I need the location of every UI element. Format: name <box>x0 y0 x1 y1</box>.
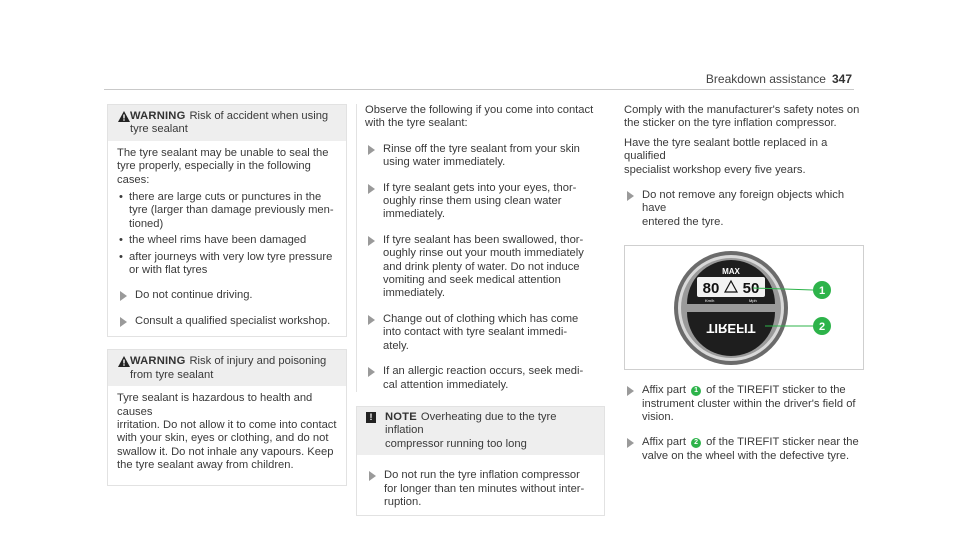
step-arrow-icon <box>120 317 127 327</box>
note-panel-overheating <box>356 406 605 516</box>
warning-label: WARNING <box>130 110 186 122</box>
list-line: tioned) <box>129 217 164 230</box>
list-line: or with flat tyres <box>129 264 208 277</box>
unit-kmh: Km/h <box>705 298 715 304</box>
warning-header <box>108 350 346 386</box>
list-line: there are large cuts or punctures in the <box>129 191 322 204</box>
instruction-step <box>366 469 596 509</box>
safety-notes-paragraph <box>624 104 864 131</box>
step-line: immediately. <box>383 287 445 300</box>
body-line: swallow it. Do not inhale any vapours. Keep <box>117 445 334 458</box>
max-label: MAX <box>722 267 740 277</box>
list-line: tyre (larger than damage previously men- <box>129 204 334 217</box>
step-line: into contact with tyre sealant immedi- <box>383 326 568 339</box>
step-line: If tyre sealant has been swallowed, thor- <box>383 233 584 246</box>
warning-title-line1: Risk of injury and poisoning <box>189 355 327 368</box>
step-line: valve on the wheel with the defective tyre. <box>642 449 850 462</box>
body-line: Tyre sealant is hazardous to health and causes <box>117 392 313 418</box>
part-number-badge: 2 <box>691 438 701 448</box>
list-item <box>117 234 338 247</box>
instruction-step <box>117 315 338 328</box>
step-arrow-icon <box>369 471 376 481</box>
tirefit-sticker-figure <box>624 245 864 370</box>
column-2 <box>365 104 605 516</box>
note-title-line1: Overheating due to the tyre inflation <box>385 410 557 437</box>
step-text: of the TIREFIT sticker to the <box>706 384 846 397</box>
header-text <box>706 72 852 86</box>
replacement-paragraph <box>624 137 864 177</box>
step-line: using water immediately. <box>383 156 506 169</box>
step-line: Do not run the tyre inflation compressor <box>384 469 580 482</box>
warning-body <box>108 386 346 484</box>
step-line: Rinse off the tyre sealant from your skin <box>383 142 580 155</box>
case-list <box>117 191 338 277</box>
step-text: of the TIREFIT sticker near the <box>706 436 859 449</box>
instruction-step <box>624 436 864 463</box>
warning-body <box>108 141 346 336</box>
step-line: If tyre sealant gets into your eyes, thor- <box>383 181 577 194</box>
instruction-step <box>365 234 605 301</box>
step-line: instrument cluster within the driver's field of <box>642 397 856 410</box>
warning-triangle-icon <box>118 111 130 122</box>
list-line: after journeys with very low tyre pressure <box>129 250 333 263</box>
step-arrow-icon <box>627 386 634 396</box>
section-title: Breakdown assistance <box>705 72 826 86</box>
tirefit-brand-mirrored: TIREFIT <box>706 321 756 337</box>
step-line: entered the tyre. <box>642 215 724 228</box>
step-line: oughly rinse out your mouth immediately <box>383 247 584 260</box>
step-text: Do not continue driving. <box>135 289 253 302</box>
step-line: ruption. <box>384 495 422 508</box>
step-line: ately. <box>383 339 409 352</box>
note-title-line2: compressor running too long <box>385 437 527 450</box>
list-item <box>117 251 338 278</box>
instruction-step <box>117 289 338 302</box>
instruction-step <box>365 143 605 170</box>
intro-line: Observe the following if you come into contact <box>365 104 594 116</box>
step-line: for longer than ten minutes without inter- <box>384 482 585 495</box>
note-body <box>357 455 604 515</box>
body-line: The tyre sealant may be unable to seal the <box>117 146 329 159</box>
tirefit-sticker-illustration <box>625 246 863 369</box>
step-line: and drink plenty of water. Do not induce <box>383 260 580 273</box>
step-line: vision. <box>642 411 674 424</box>
step-arrow-icon <box>120 291 127 301</box>
speed-kmh: 80 <box>702 280 720 298</box>
sticker-divider <box>685 304 777 312</box>
warning-title-line2: from tyre sealant <box>130 368 214 381</box>
intro-line: with the tyre sealant: <box>365 117 468 130</box>
step-text: Affix part <box>642 436 686 449</box>
warning-text <box>117 392 338 472</box>
page-number: 347 <box>831 72 852 86</box>
warning-title-line1: Risk of accident when using <box>189 110 329 122</box>
callout-number-1: 1 <box>818 285 826 298</box>
instruction-step <box>365 313 605 353</box>
instruction-step <box>624 189 864 229</box>
warning-title-line2: tyre sealant <box>130 123 188 136</box>
step-line: cal attention immediately. <box>383 378 509 391</box>
note-label: NOTE <box>385 410 417 423</box>
step-line: oughly rinse them using clean water <box>383 195 562 208</box>
body-line: irritation. Do not allow it to come into contact <box>117 418 337 431</box>
header-rule <box>104 89 854 90</box>
step-text: Consult a qualified specialist workshop. <box>135 314 331 327</box>
part-number-badge: 1 <box>691 386 701 396</box>
body-line: the tyre sealant away from children. <box>117 459 294 472</box>
warning-header <box>108 105 346 141</box>
unit-mph: Mph <box>749 298 757 304</box>
step-arrow-icon <box>368 145 375 155</box>
body-line: with your skin, eyes or clothing, and do not <box>117 432 329 445</box>
step-line: Change out of clothing which has come <box>383 312 579 325</box>
step-line: vomiting and seek medical attention <box>383 274 561 287</box>
instruction-step <box>365 365 605 392</box>
speed-mph: 50 <box>742 280 760 298</box>
column-1 <box>107 104 347 486</box>
callout-number-2: 2 <box>818 321 826 334</box>
step-arrow-icon <box>368 236 375 246</box>
exclamation-icon: ! <box>366 412 376 423</box>
para-line: specialist workshop every five years. <box>624 163 806 176</box>
step-arrow-icon <box>627 438 634 448</box>
contact-intro <box>365 104 605 131</box>
step-line: immediately. <box>383 208 445 221</box>
note-header <box>357 407 604 455</box>
list-item <box>117 191 338 231</box>
warning-label: WARNING <box>130 355 186 368</box>
list-line: the wheel rims have been damaged <box>129 234 307 247</box>
step-text: Affix part <box>642 384 686 397</box>
warning-triangle-icon <box>118 356 130 367</box>
step-arrow-icon <box>368 315 375 325</box>
step-line: Do not remove any foreign objects which have <box>642 189 845 215</box>
para-line: Have the tyre sealant bottle replaced in a qualified <box>624 136 828 163</box>
column-3 <box>624 104 864 463</box>
para-line: Comply with the manufacturer's safety notes on <box>624 104 860 116</box>
instruction-step <box>624 384 864 424</box>
step-arrow-icon <box>368 367 375 377</box>
para-line: the sticker on the tyre inflation compressor. <box>624 117 837 130</box>
step-arrow-icon <box>627 191 634 201</box>
contact-instructions <box>356 104 605 392</box>
warning-intro <box>117 147 338 187</box>
warning-panel-poisoning <box>107 349 347 485</box>
step-line: If an allergic reaction occurs, seek medi- <box>383 365 584 378</box>
warning-panel-accident <box>107 104 347 337</box>
body-line: tyre properly, especially in the following cases: <box>117 160 311 186</box>
step-arrow-icon <box>368 184 375 194</box>
instruction-step <box>365 182 605 222</box>
